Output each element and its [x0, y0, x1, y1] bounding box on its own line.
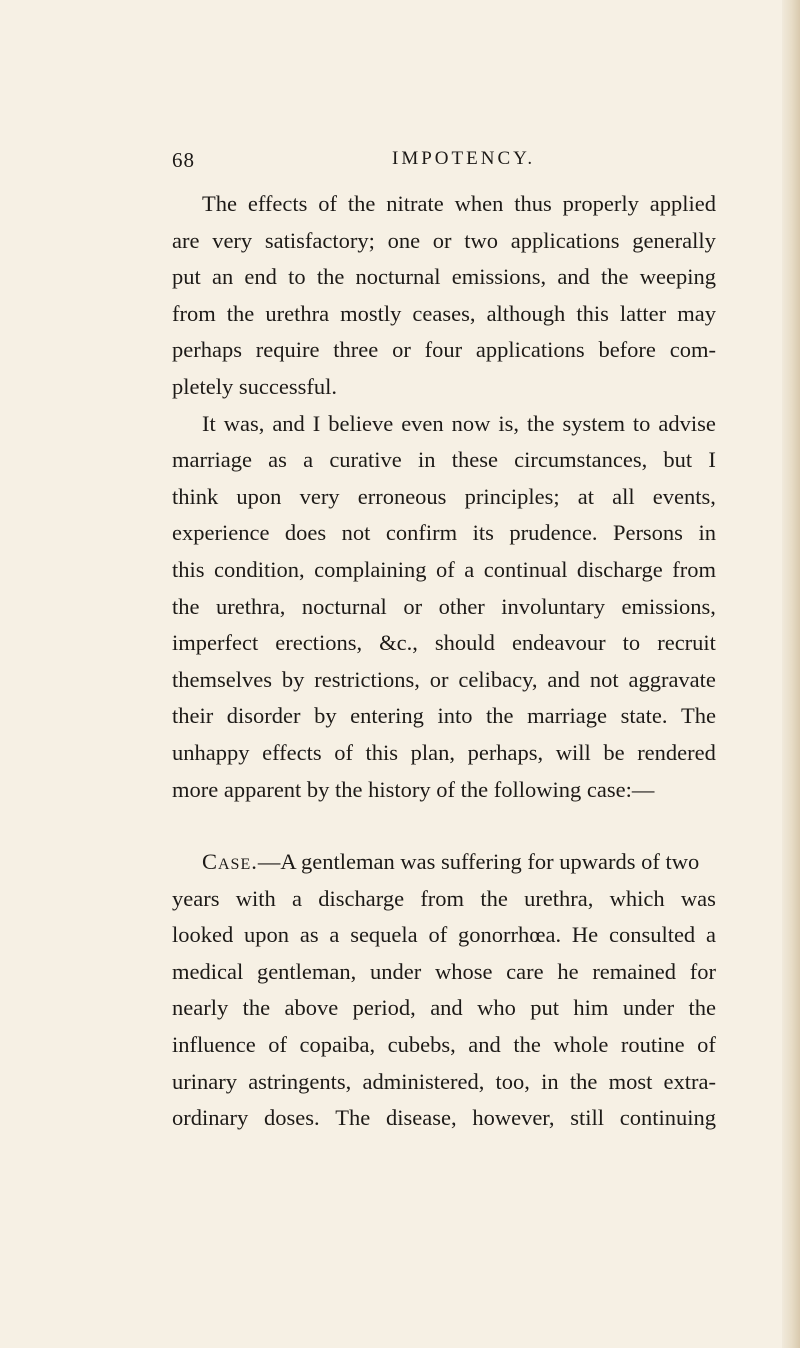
word: effects: [247, 191, 308, 216]
word: nocturnal: [355, 264, 441, 290]
word: are: [172, 227, 200, 253]
word: and: [557, 264, 590, 290]
word: may: [677, 300, 716, 326]
text-line: [172, 917, 716, 954]
text-line: more apparent by the history of the following case:—: [172, 776, 655, 802]
word: all: [612, 483, 635, 509]
text-line: [172, 662, 716, 699]
word: in: [698, 520, 716, 546]
word: the: [526, 410, 555, 436]
word: emissions,: [451, 264, 547, 290]
word: astringents,: [248, 1068, 352, 1094]
word: or: [432, 227, 452, 253]
word: nocturnal: [301, 593, 387, 619]
word: a: [292, 885, 302, 911]
word: properly: [562, 191, 639, 216]
word: by: [314, 703, 337, 729]
word: who: [477, 995, 516, 1021]
word: was: [680, 885, 716, 911]
word: believe: [328, 410, 394, 436]
word: with: [235, 885, 276, 911]
word: but: [663, 447, 693, 473]
word: not: [589, 666, 619, 692]
text-line: [172, 881, 716, 918]
word: care: [506, 958, 544, 984]
word: of: [697, 1032, 716, 1058]
word: to: [288, 264, 306, 290]
word: still: [570, 1105, 605, 1131]
word: of: [334, 739, 353, 765]
word: nitrate: [386, 191, 444, 216]
text-line: [172, 1064, 716, 1101]
word: require: [255, 337, 320, 363]
page-edge: [782, 0, 800, 1348]
word: unhappy: [172, 739, 250, 765]
word: a: [464, 556, 475, 582]
word: Persons: [612, 520, 683, 546]
word: erroneous: [357, 483, 447, 509]
word: which: [609, 885, 665, 911]
text-line: [172, 223, 716, 260]
word: upon: [244, 922, 290, 948]
word: marriage: [172, 447, 252, 473]
word: before: [598, 337, 656, 363]
word: this: [172, 556, 205, 582]
word: above: [284, 995, 339, 1021]
word: a: [329, 922, 340, 948]
word: to: [632, 410, 651, 436]
word: of: [428, 922, 448, 948]
word: upon: [236, 483, 282, 509]
word: from: [420, 885, 465, 911]
word: although: [486, 300, 566, 326]
word: experience: [172, 520, 270, 546]
word: principles;: [464, 483, 560, 509]
word: nearly: [172, 995, 229, 1021]
word: be: [603, 739, 625, 765]
word: thus: [514, 191, 552, 216]
word: the: [347, 191, 376, 216]
case-first-line: [172, 844, 716, 881]
paragraph-nitrate-effects: [172, 186, 716, 406]
word: imperfect: [172, 630, 259, 656]
word: disorder: [226, 703, 301, 729]
word: prudence.: [509, 520, 598, 546]
text-line: [172, 625, 716, 662]
word: themselves: [172, 666, 272, 692]
word: the: [601, 264, 629, 290]
word: copaiba,: [299, 1032, 376, 1058]
word: should: [434, 630, 495, 656]
paragraph-case: [172, 844, 716, 1137]
word: I: [708, 447, 716, 473]
word: effects: [262, 739, 322, 765]
word: involuntary: [501, 593, 606, 619]
text-line: [172, 186, 716, 223]
word: discharge: [576, 556, 663, 582]
word: The: [335, 1105, 371, 1131]
word: under: [370, 958, 422, 984]
word: disease,: [386, 1105, 457, 1131]
word: gonorrhœa.: [458, 922, 562, 948]
body-text: [172, 186, 716, 1137]
word: applications: [475, 337, 585, 363]
word: the: [172, 593, 200, 619]
word: discharge: [318, 885, 405, 911]
word: will: [555, 739, 591, 765]
page-header: [172, 148, 708, 174]
word: extra-: [663, 1068, 716, 1094]
word: into: [437, 703, 473, 729]
word: cubebs,: [387, 1032, 456, 1058]
word: however,: [472, 1105, 555, 1131]
word: this: [365, 739, 399, 765]
word: very: [212, 227, 253, 253]
word: end: [244, 264, 277, 290]
word: generally: [632, 227, 716, 253]
word: continual: [483, 556, 568, 582]
word: period,: [352, 995, 416, 1021]
running-head: IMPOTENCY.: [392, 148, 536, 169]
text-line: [172, 332, 716, 369]
word: recruit: [657, 630, 716, 656]
text-line: [172, 954, 716, 991]
word: celibacy,: [458, 666, 538, 692]
word: the: [316, 264, 345, 290]
word: It: [202, 410, 216, 436]
word: a: [303, 447, 314, 473]
word: He: [571, 922, 599, 948]
word: a: [705, 922, 716, 948]
word: at: [577, 483, 594, 509]
word: not: [341, 520, 371, 546]
word: The: [681, 703, 716, 729]
word: influence: [172, 1032, 256, 1058]
word: now: [451, 410, 491, 436]
word: medical: [172, 958, 244, 984]
word: ceases,: [412, 300, 476, 326]
word: ordinary: [172, 1105, 249, 1131]
paragraph-marriage: [172, 406, 716, 809]
word: when: [454, 191, 504, 216]
word: whose: [434, 958, 493, 984]
word: aggravate: [628, 666, 716, 692]
word: whole: [553, 1032, 609, 1058]
word: to: [622, 630, 641, 656]
word: perhaps: [172, 337, 242, 363]
text-line: [172, 515, 716, 552]
word: for: [689, 958, 716, 984]
word: restrictions,: [314, 666, 420, 692]
word: urinary: [172, 1068, 237, 1094]
word: by: [281, 666, 305, 692]
text-line: [172, 990, 716, 1027]
word: from: [672, 556, 716, 582]
word: an: [211, 264, 234, 290]
word: endeavour: [511, 630, 606, 656]
word: plan,: [410, 739, 455, 765]
word: curative: [329, 447, 402, 473]
text-line: [172, 552, 716, 589]
word: their: [172, 703, 214, 729]
word: &c.,: [379, 630, 418, 656]
text-line: [172, 735, 716, 772]
word: urethra,: [216, 593, 286, 619]
word: or: [403, 593, 423, 619]
word: urethra,: [524, 885, 594, 911]
word: confirm: [385, 520, 458, 546]
word: perhaps,: [467, 739, 544, 765]
text-line: [172, 442, 716, 479]
text-line: [172, 698, 716, 735]
word: its: [472, 520, 494, 546]
word: and: [430, 995, 463, 1021]
page-number: 68: [172, 148, 195, 172]
paragraph-gap: [172, 808, 716, 844]
word: sequela: [350, 922, 418, 948]
word: does: [284, 520, 327, 546]
word: two: [464, 227, 499, 253]
word: other: [438, 593, 485, 619]
word: of: [436, 556, 455, 582]
word: routine: [620, 1032, 685, 1058]
word: as: [268, 447, 287, 473]
word: advise: [658, 410, 716, 436]
word: I: [312, 410, 321, 436]
word: remained: [592, 958, 677, 984]
word: weeping: [639, 264, 716, 290]
word: applications: [510, 227, 620, 253]
case-first-line-text: —A gentleman was suffering for upwards of two: [257, 849, 700, 875]
word: circumstances,: [514, 447, 648, 473]
word: marriage: [527, 703, 608, 729]
word: gentleman,: [256, 958, 357, 984]
word: he: [557, 958, 579, 984]
text-line: [172, 406, 716, 443]
word: most: [608, 1068, 653, 1094]
word: and: [272, 410, 305, 436]
word: the: [688, 995, 716, 1021]
word: years: [172, 885, 220, 911]
word: of: [318, 191, 338, 216]
word: too,: [495, 1068, 530, 1094]
text-line: [172, 589, 716, 626]
word: this: [576, 300, 609, 326]
word: put: [530, 995, 560, 1021]
word: or: [429, 666, 449, 692]
word: The: [202, 191, 237, 216]
word: rendered: [637, 739, 716, 765]
word: the: [569, 1068, 598, 1094]
word: one: [387, 227, 421, 253]
word: erections,: [275, 630, 363, 656]
word: these: [451, 447, 498, 473]
word: or: [392, 337, 411, 363]
word: emissions,: [621, 593, 716, 619]
word: looked: [172, 922, 234, 948]
word: is,: [498, 410, 519, 436]
word: even: [401, 410, 444, 436]
word: three: [333, 337, 379, 363]
word: applied: [649, 191, 716, 216]
word: continuing: [619, 1105, 716, 1131]
word: was,: [223, 410, 265, 436]
word: in: [541, 1068, 559, 1094]
word: the: [242, 995, 271, 1021]
word: of: [268, 1032, 287, 1058]
word: the: [226, 300, 255, 326]
word: consulted: [608, 922, 696, 948]
word: the: [480, 885, 508, 911]
word: com-: [669, 337, 716, 363]
word: four: [424, 337, 463, 363]
word: condition,: [213, 556, 305, 582]
word: events,: [652, 483, 716, 509]
word: from: [172, 300, 216, 326]
case-label: Case.: [202, 849, 258, 875]
word: put: [172, 264, 201, 290]
text-line: [172, 479, 716, 516]
word: and: [468, 1032, 501, 1058]
word: urethra: [265, 300, 330, 326]
word: system: [562, 410, 625, 436]
text-line: [172, 1027, 716, 1064]
word: doses.: [263, 1105, 320, 1131]
text-line: [172, 1100, 716, 1137]
word: in: [417, 447, 436, 473]
word: very: [299, 483, 340, 509]
word: latter: [619, 300, 667, 326]
text-line: [172, 259, 716, 296]
word: satisfactory;: [264, 227, 375, 253]
word: administered,: [362, 1068, 485, 1094]
word: as: [299, 922, 319, 948]
word: state.: [620, 703, 668, 729]
word: and: [547, 666, 580, 692]
word: entering: [350, 703, 424, 729]
word: the: [486, 703, 514, 729]
word: him: [573, 995, 609, 1021]
text-line: pletely successful.: [172, 373, 337, 399]
word: mostly: [340, 300, 402, 326]
word: under: [622, 995, 675, 1021]
word: the: [513, 1032, 541, 1058]
text-line: [172, 296, 716, 333]
word: complaining: [314, 556, 427, 582]
word: think: [172, 483, 219, 509]
